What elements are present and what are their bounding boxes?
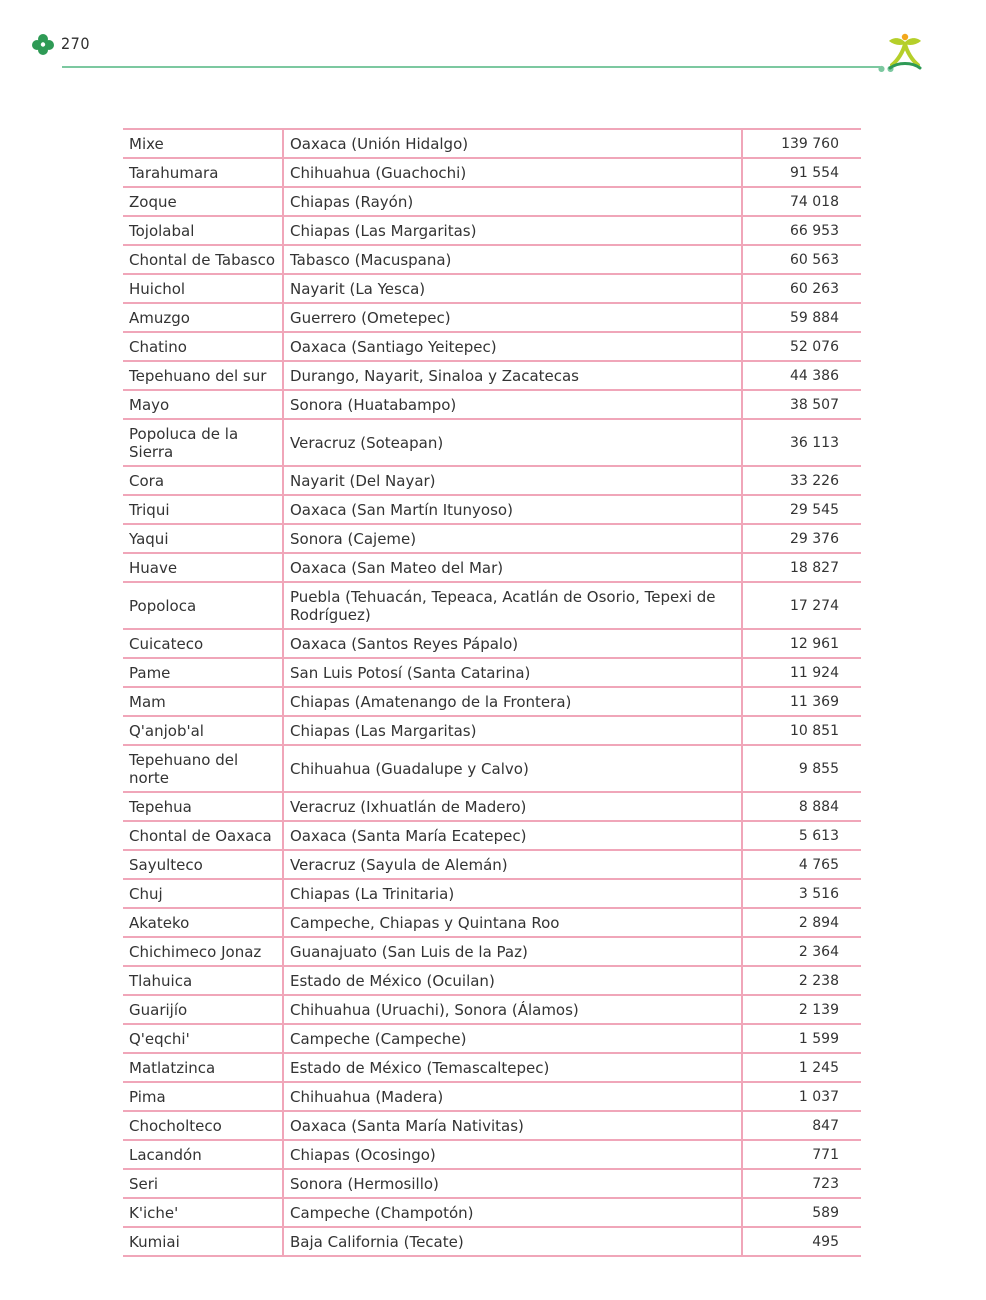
population-cell: 1 599 bbox=[742, 1024, 861, 1053]
population-cell: 847 bbox=[742, 1111, 861, 1140]
people-name-cell: K'iche' bbox=[123, 1198, 283, 1227]
table-row bbox=[123, 495, 861, 524]
region-cell: Chiapas (Rayón) bbox=[283, 187, 742, 216]
people-name-cell: Popoloca bbox=[123, 582, 283, 629]
population-cell: 2 238 bbox=[742, 966, 861, 995]
people-name-cell: Q'eqchi' bbox=[123, 1024, 283, 1053]
table-row bbox=[123, 553, 861, 582]
region-cell: Chihuahua (Uruachi), Sonora (Álamos) bbox=[283, 995, 742, 1024]
people-name-cell: Mayo bbox=[123, 390, 283, 419]
table-row bbox=[123, 466, 861, 495]
table-row bbox=[123, 419, 861, 466]
people-name-cell: Kumiai bbox=[123, 1227, 283, 1256]
people-name-cell: Guarijío bbox=[123, 995, 283, 1024]
table-row bbox=[123, 216, 861, 245]
people-name-cell: Matlatzinca bbox=[123, 1053, 283, 1082]
table-row bbox=[123, 716, 861, 745]
sprout-figure-logo-icon bbox=[884, 32, 926, 72]
region-cell: Veracruz (Sayula de Alemán) bbox=[283, 850, 742, 879]
region-cell: Chiapas (Ocosingo) bbox=[283, 1140, 742, 1169]
table-row bbox=[123, 850, 861, 879]
people-name-cell: Chocholteco bbox=[123, 1111, 283, 1140]
table-row bbox=[123, 937, 861, 966]
people-name-cell: Seri bbox=[123, 1169, 283, 1198]
table-row bbox=[123, 390, 861, 419]
population-cell: 36 113 bbox=[742, 419, 861, 466]
table-row bbox=[123, 274, 861, 303]
table-row bbox=[123, 361, 861, 390]
region-cell: Chiapas (La Trinitaria) bbox=[283, 879, 742, 908]
region-cell: Oaxaca (Santa María Ecatepec) bbox=[283, 821, 742, 850]
table-row bbox=[123, 303, 861, 332]
people-name-cell: Sayulteco bbox=[123, 850, 283, 879]
people-name-cell: Tepehua bbox=[123, 792, 283, 821]
people-name-cell: Cuicateco bbox=[123, 629, 283, 658]
table-row bbox=[123, 129, 861, 158]
population-cell: 771 bbox=[742, 1140, 861, 1169]
page-number: 270 bbox=[61, 34, 90, 53]
people-name-cell: Zoque bbox=[123, 187, 283, 216]
population-cell: 91 554 bbox=[742, 158, 861, 187]
region-cell: Chiapas (Las Margaritas) bbox=[283, 716, 742, 745]
table-row bbox=[123, 629, 861, 658]
population-cell: 60 263 bbox=[742, 274, 861, 303]
header-divider bbox=[62, 66, 880, 68]
population-cell: 74 018 bbox=[742, 187, 861, 216]
table-row bbox=[123, 745, 861, 792]
region-cell: Oaxaca (Unión Hidalgo) bbox=[283, 129, 742, 158]
people-name-cell: Chontal de Tabasco bbox=[123, 245, 283, 274]
population-cell: 2 139 bbox=[742, 995, 861, 1024]
region-cell: Puebla (Tehuacán, Tepeaca, Acatlán de Osorio, Tepexi de Rodríguez) bbox=[283, 582, 742, 629]
region-cell: Estado de México (Ocuilan) bbox=[283, 966, 742, 995]
region-cell: Campeche (Champotón) bbox=[283, 1198, 742, 1227]
people-name-cell: Akateko bbox=[123, 908, 283, 937]
table-row bbox=[123, 1169, 861, 1198]
region-cell: Chiapas (Amatenango de la Frontera) bbox=[283, 687, 742, 716]
table-row bbox=[123, 1082, 861, 1111]
population-cell: 29 545 bbox=[742, 495, 861, 524]
people-name-cell: Amuzgo bbox=[123, 303, 283, 332]
people-name-cell: Tlahuica bbox=[123, 966, 283, 995]
population-cell: 589 bbox=[742, 1198, 861, 1227]
people-name-cell: Huichol bbox=[123, 274, 283, 303]
population-cell: 11 924 bbox=[742, 658, 861, 687]
region-cell: Baja California (Tecate) bbox=[283, 1227, 742, 1256]
people-name-cell: Popoluca de la Sierra bbox=[123, 419, 283, 466]
region-cell: Chihuahua (Guadalupe y Calvo) bbox=[283, 745, 742, 792]
people-name-cell: Tepehuano del sur bbox=[123, 361, 283, 390]
population-cell: 2 364 bbox=[742, 937, 861, 966]
people-name-cell: Chatino bbox=[123, 332, 283, 361]
table-row bbox=[123, 821, 861, 850]
people-name-cell: Huave bbox=[123, 553, 283, 582]
population-cell: 12 961 bbox=[742, 629, 861, 658]
region-cell: Oaxaca (San Martín Itunyoso) bbox=[283, 495, 742, 524]
population-cell: 38 507 bbox=[742, 390, 861, 419]
population-cell: 1 037 bbox=[742, 1082, 861, 1111]
population-cell: 11 369 bbox=[742, 687, 861, 716]
population-cell: 4 765 bbox=[742, 850, 861, 879]
table-row bbox=[123, 524, 861, 553]
population-cell: 33 226 bbox=[742, 466, 861, 495]
table-row bbox=[123, 332, 861, 361]
region-cell: Tabasco (Macuspana) bbox=[283, 245, 742, 274]
region-cell: Sonora (Huatabampo) bbox=[283, 390, 742, 419]
table-row bbox=[123, 245, 861, 274]
people-name-cell: Tepehuano del norte bbox=[123, 745, 283, 792]
region-cell: Nayarit (Del Nayar) bbox=[283, 466, 742, 495]
table-row bbox=[123, 687, 861, 716]
table-row bbox=[123, 1111, 861, 1140]
people-name-cell: Chuj bbox=[123, 879, 283, 908]
table-row bbox=[123, 582, 861, 629]
table-row bbox=[123, 158, 861, 187]
table-row bbox=[123, 879, 861, 908]
region-cell: Guerrero (Ometepec) bbox=[283, 303, 742, 332]
population-cell: 5 613 bbox=[742, 821, 861, 850]
people-name-cell: Q'anjob'al bbox=[123, 716, 283, 745]
people-name-cell: Tojolabal bbox=[123, 216, 283, 245]
population-cell: 2 894 bbox=[742, 908, 861, 937]
region-cell: Chihuahua (Madera) bbox=[283, 1082, 742, 1111]
region-cell: San Luis Potosí (Santa Catarina) bbox=[283, 658, 742, 687]
page-header bbox=[0, 0, 986, 80]
population-cell: 9 855 bbox=[742, 745, 861, 792]
region-cell: Sonora (Cajeme) bbox=[283, 524, 742, 553]
table-row bbox=[123, 1053, 861, 1082]
region-cell: Campeche, Chiapas y Quintana Roo bbox=[283, 908, 742, 937]
population-cell: 60 563 bbox=[742, 245, 861, 274]
region-cell: Veracruz (Soteapan) bbox=[283, 419, 742, 466]
people-name-cell: Pima bbox=[123, 1082, 283, 1111]
population-cell: 10 851 bbox=[742, 716, 861, 745]
population-cell: 1 245 bbox=[742, 1053, 861, 1082]
divider-dots: ●● bbox=[878, 64, 896, 73]
table-row bbox=[123, 966, 861, 995]
population-cell: 495 bbox=[742, 1227, 861, 1256]
population-cell: 3 516 bbox=[742, 879, 861, 908]
people-name-cell: Triqui bbox=[123, 495, 283, 524]
table-row bbox=[123, 908, 861, 937]
population-cell: 723 bbox=[742, 1169, 861, 1198]
population-cell: 59 884 bbox=[742, 303, 861, 332]
region-cell: Oaxaca (San Mateo del Mar) bbox=[283, 553, 742, 582]
table-row bbox=[123, 187, 861, 216]
people-name-cell: Pame bbox=[123, 658, 283, 687]
table-row bbox=[123, 658, 861, 687]
table-row bbox=[123, 792, 861, 821]
indigenous-population-table bbox=[123, 128, 845, 1257]
region-cell: Sonora (Hermosillo) bbox=[283, 1169, 742, 1198]
region-cell: Oaxaca (Santa María Nativitas) bbox=[283, 1111, 742, 1140]
population-cell: 29 376 bbox=[742, 524, 861, 553]
table-row bbox=[123, 1198, 861, 1227]
population-cell: 44 386 bbox=[742, 361, 861, 390]
population-cell: 52 076 bbox=[742, 332, 861, 361]
region-cell: Chiapas (Las Margaritas) bbox=[283, 216, 742, 245]
table-row bbox=[123, 995, 861, 1024]
people-name-cell: Lacandón bbox=[123, 1140, 283, 1169]
region-cell: Veracruz (Ixhuatlán de Madero) bbox=[283, 792, 742, 821]
population-cell: 18 827 bbox=[742, 553, 861, 582]
region-cell: Campeche (Campeche) bbox=[283, 1024, 742, 1053]
table-row bbox=[123, 1140, 861, 1169]
region-cell: Nayarit (La Yesca) bbox=[283, 274, 742, 303]
region-cell: Durango, Nayarit, Sinaloa y Zacatecas bbox=[283, 361, 742, 390]
population-cell: 139 760 bbox=[742, 129, 861, 158]
population-cell: 8 884 bbox=[742, 792, 861, 821]
region-cell: Oaxaca (Santos Reyes Pápalo) bbox=[283, 629, 742, 658]
population-cell: 17 274 bbox=[742, 582, 861, 629]
region-cell: Estado de México (Temascaltepec) bbox=[283, 1053, 742, 1082]
region-cell: Chihuahua (Guachochi) bbox=[283, 158, 742, 187]
people-name-cell: Chontal de Oaxaca bbox=[123, 821, 283, 850]
people-name-cell: Chichimeco Jonaz bbox=[123, 937, 283, 966]
people-name-cell: Cora bbox=[123, 466, 283, 495]
region-cell: Oaxaca (Santiago Yeitepec) bbox=[283, 332, 742, 361]
table-row bbox=[123, 1024, 861, 1053]
people-name-cell: Yaqui bbox=[123, 524, 283, 553]
table-row bbox=[123, 1227, 861, 1256]
people-name-cell: Tarahumara bbox=[123, 158, 283, 187]
region-cell: Guanajuato (San Luis de la Paz) bbox=[283, 937, 742, 966]
people-name-cell: Mixe bbox=[123, 129, 283, 158]
population-cell: 66 953 bbox=[742, 216, 861, 245]
clover-logo-icon bbox=[30, 32, 56, 58]
people-name-cell: Mam bbox=[123, 687, 283, 716]
